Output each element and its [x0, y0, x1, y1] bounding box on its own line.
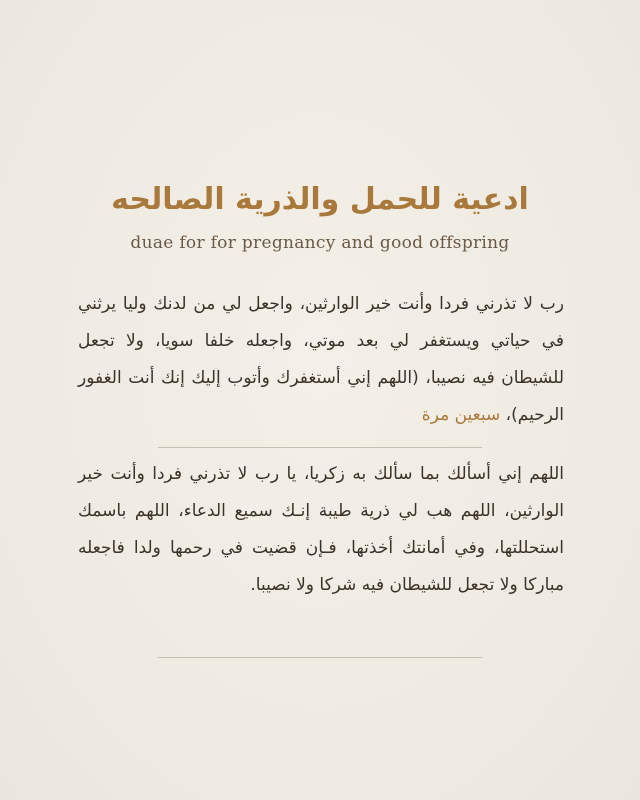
- repeat-note: سبعين مرة: [421, 405, 501, 425]
- divider: [158, 657, 482, 658]
- page-title: ادعية للحمل والذرية الصالحه: [111, 182, 529, 217]
- prayer-2-paragraph: [78, 456, 564, 646]
- prayer-1-text: رب لا تذرني فردا وأنت خير الوارثين، واجعل لي من لدنك وليا يرثني في حياتي ويستغفر لي بعد موتي، واجعله خلفا سويا، ولا تجعل للشيطان فيه نصيبا، (اللهم إني أستغفرك وأتوب إليك إنك أنت الغفور الرحيم)،: [78, 294, 564, 425]
- divider: [158, 447, 482, 448]
- page-subtitle: duae for for pregnancy and good offspring: [130, 233, 510, 253]
- prayer-2-text: اللهم إني أسألك بما سألك به زكريا، يا رب لا تذرني فردا وأنت خير الوارثين، اللهم هب لي ذرية طيبة إنـك سميع الدعاء، اللهم باسمك استحللتها، وفي أمانتك أخذتها، فـإن قضيت في رحمها ولدا فاجعله مباركا ولا تجعل للشيطان فيه شركا ولا نصيبا.: [78, 464, 564, 595]
- prayer-1-paragraph: [78, 286, 564, 436]
